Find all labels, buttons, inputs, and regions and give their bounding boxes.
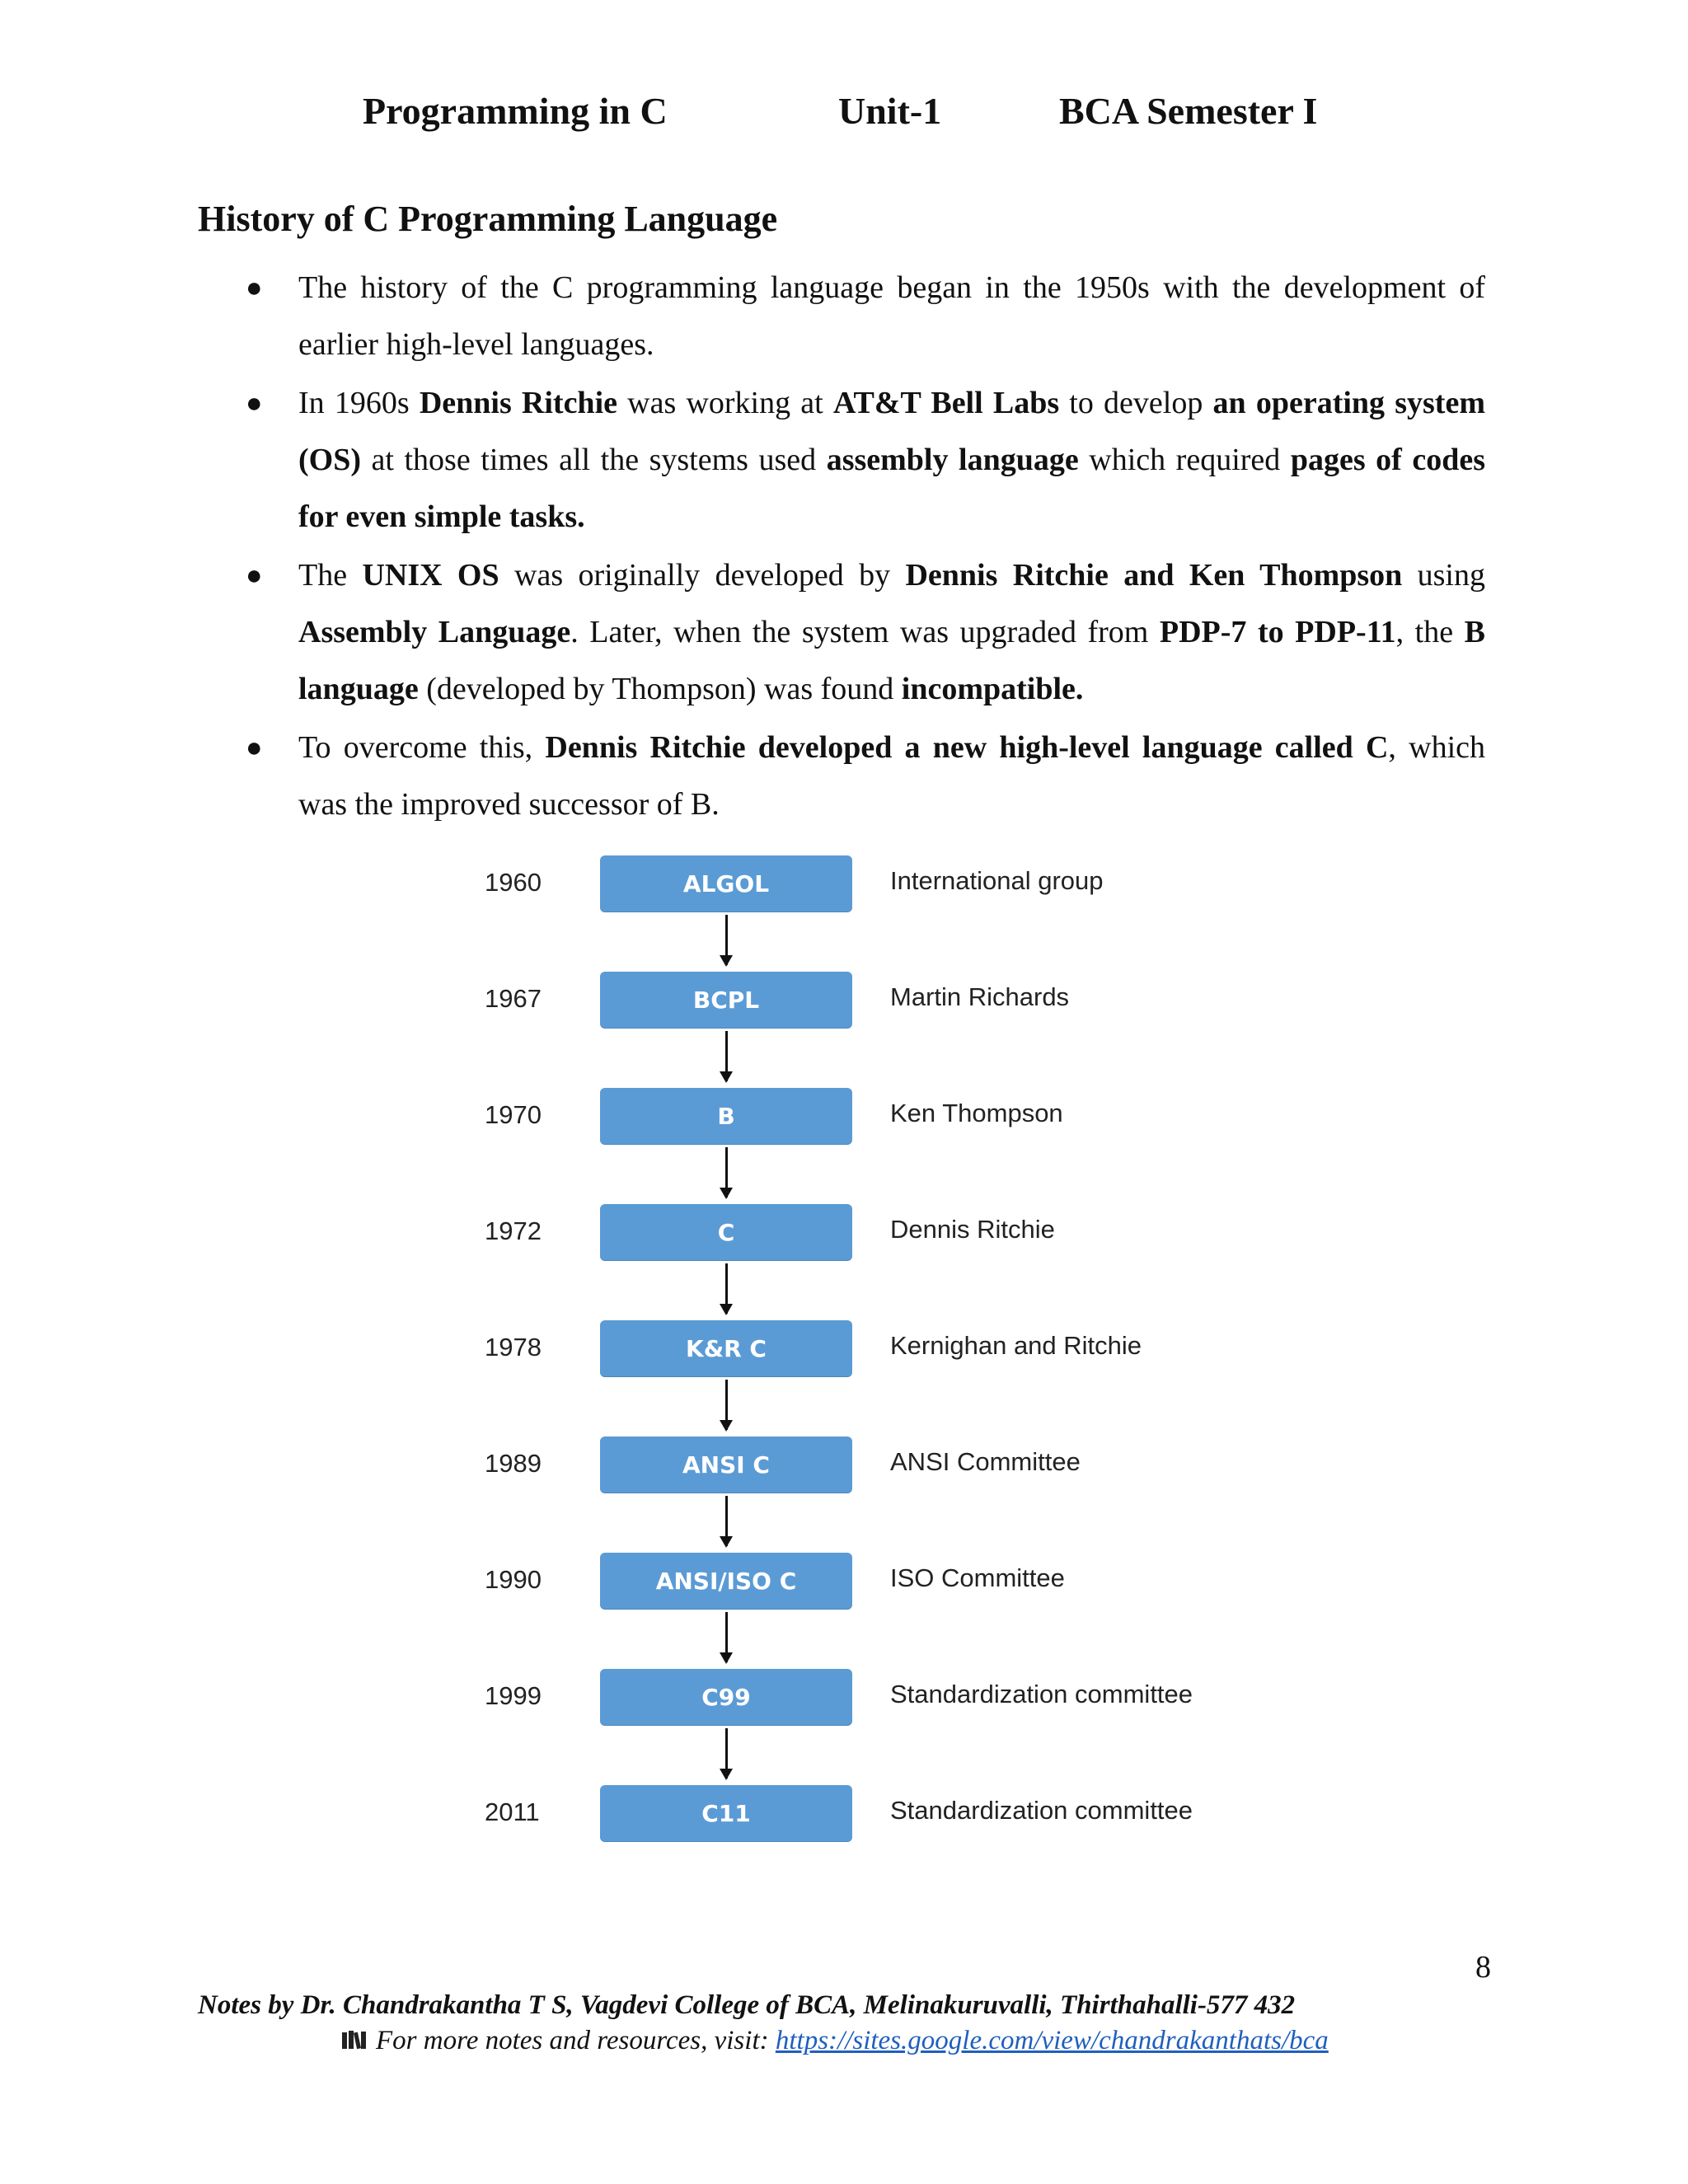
- timeline-language-box: ANSI C: [600, 1436, 852, 1493]
- bullet-text: using: [1402, 558, 1485, 593]
- bullet-dot-icon: ●: [246, 733, 263, 763]
- bullet-bold-text: Dennis Ritchie developed a new high-level language called C: [545, 730, 1389, 765]
- timeline-developer: ISO Committee: [890, 1563, 1065, 1592]
- footer-link[interactable]: https://sites.google.com/view/chandrakanthats/bca: [775, 2026, 1329, 2055]
- bullet-text: (developed by Thompson) was found: [418, 672, 902, 706]
- timeline-arrow-icon: [725, 1496, 728, 1546]
- bullet-item: [198, 260, 1485, 373]
- timeline-language-box: ANSI/ISO C: [600, 1553, 852, 1609]
- timeline-developer: Ken Thompson: [890, 1099, 1063, 1127]
- bullet-text: to develop: [1059, 386, 1213, 420]
- timeline-language-box: C: [600, 1204, 852, 1260]
- bullet-item: [198, 547, 1485, 718]
- timeline-developer: Standardization committee: [890, 1680, 1193, 1708]
- bullet-bold-text: AT&T Bell Labs: [832, 386, 1060, 420]
- bullet-text: was working at: [617, 386, 833, 420]
- bullet-bold-text: pages of codes for even simple tasks.: [298, 443, 1486, 534]
- page-header: [0, 89, 1688, 155]
- timeline-language-box: ALGOL: [600, 855, 852, 912]
- header-semester: BCA Semester I: [1059, 90, 1318, 132]
- timeline-arrow-icon: [725, 1380, 728, 1430]
- timeline-arrow-icon: [725, 1031, 728, 1081]
- timeline-language-box: K&R C: [600, 1320, 852, 1376]
- timeline-developer: Kernighan and Ritchie: [890, 1331, 1142, 1360]
- bullet-text: was originally developed by: [499, 558, 906, 593]
- timeline-year: 1967: [485, 984, 542, 1013]
- timeline-year: 1999: [485, 1681, 542, 1710]
- timeline-year: 1978: [485, 1333, 542, 1361]
- timeline-language-box: B: [600, 1088, 852, 1144]
- timeline-developer: Standardization committee: [890, 1796, 1193, 1825]
- bullet-bold-text: B language: [298, 615, 1485, 706]
- bullet-bold-text: PDP-7 to PDP-11: [1159, 615, 1396, 649]
- timeline-language-box: C11: [600, 1785, 852, 1841]
- books-icon: [341, 2029, 369, 2050]
- footer-link-line: [341, 2026, 1329, 2056]
- timeline-year: 1970: [485, 1100, 542, 1129]
- timeline-developer: International group: [890, 866, 1104, 895]
- bullet-text: To overcome this,: [298, 730, 546, 765]
- bullet-dot-icon: ●: [246, 273, 263, 303]
- timeline-arrow-icon: [725, 1147, 728, 1197]
- timeline-language-box: C99: [600, 1669, 852, 1725]
- bullet-dot-icon: ●: [246, 388, 263, 419]
- timeline-developer: Martin Richards: [890, 982, 1070, 1011]
- timeline-developer: Dennis Ritchie: [890, 1215, 1055, 1244]
- timeline-developer: ANSI Committee: [890, 1447, 1081, 1476]
- bullet-bold-text: an operating system (OS): [298, 386, 1485, 477]
- timeline-language-box: BCPL: [600, 972, 852, 1028]
- page-number: 8: [1475, 1950, 1491, 1985]
- timeline-year: 1989: [485, 1449, 542, 1478]
- timeline-year: 1990: [485, 1565, 542, 1594]
- bullet-text: . Later, when the system was upgraded from: [570, 615, 1160, 649]
- timeline-arrow-icon: [725, 1728, 728, 1779]
- bullet-item: [198, 375, 1485, 546]
- footer-notes: Notes by Dr. Chandrakantha T S, Vagdevi College of BCA, Melinakuruvalli, Thirthahalli-577 432: [198, 1990, 1296, 2020]
- timeline-year: 1960: [485, 868, 542, 897]
- section-title: History of C Programming Language: [198, 199, 778, 239]
- bullet-text: which required: [1078, 443, 1291, 477]
- footer-visit-text: For more notes and resources, visit:: [376, 2026, 776, 2055]
- timeline-year: 1972: [485, 1216, 542, 1245]
- bullet-text: The: [298, 558, 363, 593]
- bullet-text: The history of the C programming language began in the 1950s with the development of earlier high-level languages.: [298, 270, 1485, 362]
- bullet-text: , which was the improved successor of B.: [298, 730, 1485, 822]
- bullet-bold-text: Dennis Ritchie and Ken Thompson: [905, 558, 1403, 593]
- bullet-item: [198, 719, 1485, 833]
- bullet-bold-text: incompatible.: [901, 672, 1084, 706]
- bullet-text: at those times all the systems used: [361, 443, 827, 477]
- timeline-arrow-icon: [725, 1612, 728, 1662]
- bullet-text: In 1960s: [298, 386, 420, 420]
- timeline-arrow-icon: [725, 915, 728, 965]
- bullet-dot-icon: ●: [246, 560, 263, 591]
- header-course: Programming in C: [363, 90, 668, 132]
- timeline-arrow-icon: [725, 1263, 728, 1314]
- bullet-text: , the: [1395, 615, 1465, 649]
- bullet-bold-text: assembly language: [826, 443, 1079, 477]
- bullet-bold-text: Assembly Language: [298, 615, 571, 649]
- header-unit: Unit-1: [838, 90, 942, 132]
- timeline-year: 2011: [485, 1797, 540, 1826]
- bullet-list: [198, 260, 1485, 835]
- bullet-bold-text: UNIX OS: [362, 558, 499, 593]
- bullet-bold-text: Dennis Ritchie: [419, 386, 617, 420]
